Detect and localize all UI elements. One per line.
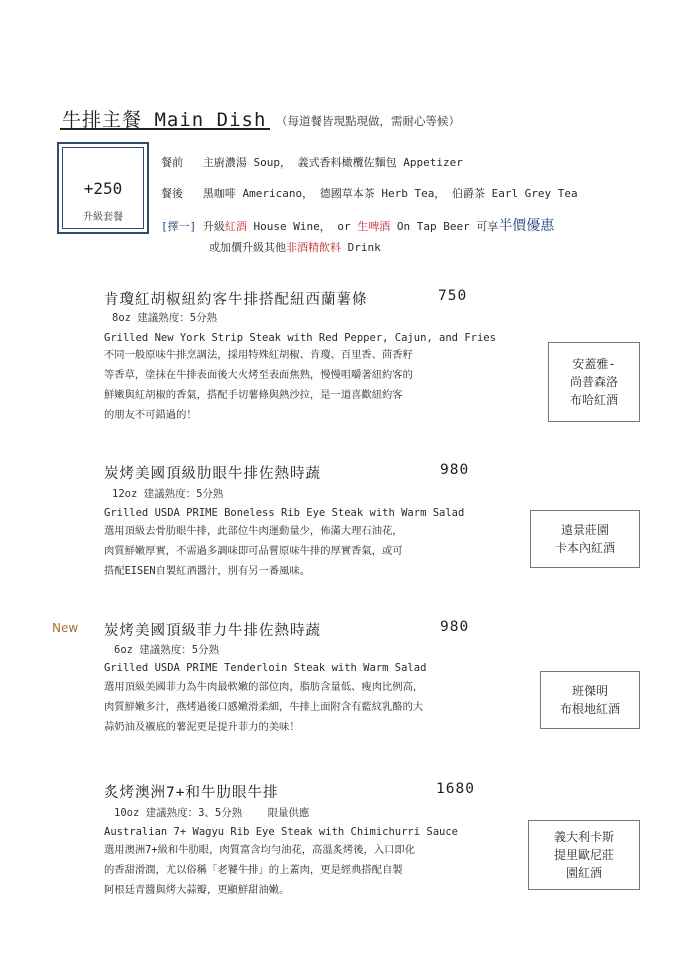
choose-text-2: House Wine， or	[246, 220, 358, 233]
dish-meta-text: 10oz 建議熟度：3、5分熟	[114, 807, 243, 819]
choose-line2-red: 非酒精飲料	[286, 241, 341, 254]
desc-line: 蒜奶油及襯底的薯泥更是提升菲力的美味！	[104, 721, 300, 733]
choose-red-beer: 生啤酒	[357, 220, 391, 233]
upgrade-choose-label: [擇一]	[161, 220, 197, 233]
desc-line: 不同一般原味牛排烹調法，採用特殊紅胡椒、肯瓊、百里香、茴香籽	[104, 349, 413, 361]
choose-line2-text-2: Drink	[341, 241, 381, 254]
dish-name: 炭烤美國頂級菲力牛排佐熱時蔬	[104, 623, 321, 639]
wine-line: 義大利卡斯	[553, 830, 614, 844]
wine-line: 布根地紅酒	[559, 702, 620, 716]
dish-price: 980	[440, 619, 470, 635]
desc-line: 選用澳洲7+級和牛肋眼，肉質富含均勻油花，高溫炙烤後，入口即化	[104, 844, 416, 856]
desc-line: 的朋友不可錯過的！	[104, 409, 197, 421]
wine-line: 尚普森洛	[569, 375, 618, 389]
dish-description	[104, 677, 423, 737]
wine-pairing-box	[530, 510, 640, 568]
wine-line: 安蓋雅-	[572, 357, 616, 371]
dish-english-name: Grilled USDA PRIME Tenderloin Steak with Warm Salad	[104, 662, 427, 674]
new-badge: New	[52, 621, 79, 635]
desc-line: 選用頂級美國菲力為牛肉最軟嫩的部位肉，脂肪含量低、瘦肉比例高，	[104, 681, 424, 693]
choose-text-1: 升級	[202, 220, 225, 233]
dish-price: 980	[440, 462, 470, 478]
dish-meta: 12oz 建議熟度：5分熟	[112, 488, 224, 500]
dish-meta	[114, 805, 310, 820]
dish-description	[104, 521, 403, 581]
wine-pairing-box	[540, 671, 640, 729]
choose-text-3: On Tap Beer 可享	[390, 220, 499, 233]
dish-description	[104, 345, 413, 425]
dish-name: 肯瓊紅胡椒紐約客牛排搭配紐西蘭薯條	[104, 292, 368, 308]
desc-line: 搭配EISEN自製紅酒醬汁，別有另一番風味。	[104, 565, 311, 577]
upgrade-choose-line	[161, 215, 554, 235]
wine-line: 提里歐尼莊	[553, 848, 614, 862]
choose-line2-text-1: 或加價升級其他	[209, 241, 286, 254]
wine-pairing-box	[548, 342, 640, 422]
dish-english-name: Grilled New York Strip Steak with Red Pepper, Cajun, and Fries	[104, 332, 496, 344]
wine-line: 遠景莊園	[560, 523, 609, 537]
upgrade-price: +250	[83, 179, 123, 198]
title-note: （每道餐皆現點現做，需耐心等候）	[276, 114, 460, 128]
upgrade-after-line	[161, 185, 578, 201]
dish-name: 炙烤澳洲7+和牛肋眼牛排	[104, 785, 279, 801]
upgrade-after-text: 黑咖啡 Americano， 德國草本茶 Herb Tea， 伯爵茶 Earl Grey Tea	[202, 187, 578, 200]
desc-line: 肉質鮮嫩厚實，不需過多調味即可品嘗原味牛排的厚實香氣，或可	[104, 545, 403, 557]
half-price-deal: 半價優惠	[498, 218, 555, 234]
choose-red-wine: 紅酒	[224, 220, 247, 233]
desc-line: 的香甜滑潤，尤以俗稱「老饕牛排」的上蓋肉，更是經典搭配自製	[104, 864, 403, 876]
desc-line: 鮮嫩與紅胡椒的香氣，搭配手切薯條與熱沙拉，是一道喜歡紐約客	[104, 389, 403, 401]
wine-line: 布哈紅酒	[569, 393, 618, 407]
desc-line: 阿根廷青醬與烤大蒜瓣，更顯鮮甜油嫩。	[104, 884, 290, 896]
upgrade-after-label: 餐後	[161, 187, 183, 200]
wine-line: 卡本內紅酒	[554, 541, 615, 555]
dish-meta: 6oz 建議熟度：5分熟	[114, 644, 220, 656]
dish-meta: 8oz 建議熟度：5分熟	[112, 312, 218, 324]
dish-description	[104, 840, 415, 900]
dish-price: 1680	[436, 781, 475, 797]
desc-line: 肉質鮮嫩多汁，燕烤過後口感嫩滑柔細，牛排上面附含有藍紋乳酪的大	[104, 701, 424, 713]
upgrade-box	[57, 142, 149, 234]
upgrade-before-text: 主廚濃湯 Soup， 義式香料橄欖佐麵包 Appetizer	[202, 156, 463, 169]
wine-line: 班傑明	[571, 684, 608, 698]
title-underline	[60, 128, 270, 130]
upgrade-before-label: 餐前	[161, 156, 183, 169]
dish-price: 750	[438, 288, 468, 304]
dish-name: 炭烤美國頂級肋眼牛排佐熱時蔬	[104, 466, 321, 482]
wine-line: 園紅酒	[565, 866, 602, 880]
dish-english-name: Grilled USDA PRIME Boneless Rib Eye Steak with Warm Salad	[104, 507, 465, 519]
upgrade-choose-line-2	[209, 239, 381, 255]
desc-line: 等香草，塗抹在牛排表面後大火烤至表面焦熟，慢慢咀嚼著紐約客的	[104, 369, 413, 381]
page-title: 牛排主餐 Main Dish	[62, 109, 267, 131]
dish-english-name: Australian 7+ Wagyu Rib Eye Steak with Chimichurri Sauce	[104, 826, 459, 838]
wine-pairing-box	[528, 820, 640, 890]
limited-badge: 限量供應	[267, 807, 310, 819]
upgrade-before-line	[161, 154, 463, 170]
upgrade-label: 升級套餐	[83, 212, 123, 223]
desc-line: 選用頂級去骨肋眼牛排，此部位牛肉運動量少，佈滿大理石油花，	[104, 525, 403, 537]
